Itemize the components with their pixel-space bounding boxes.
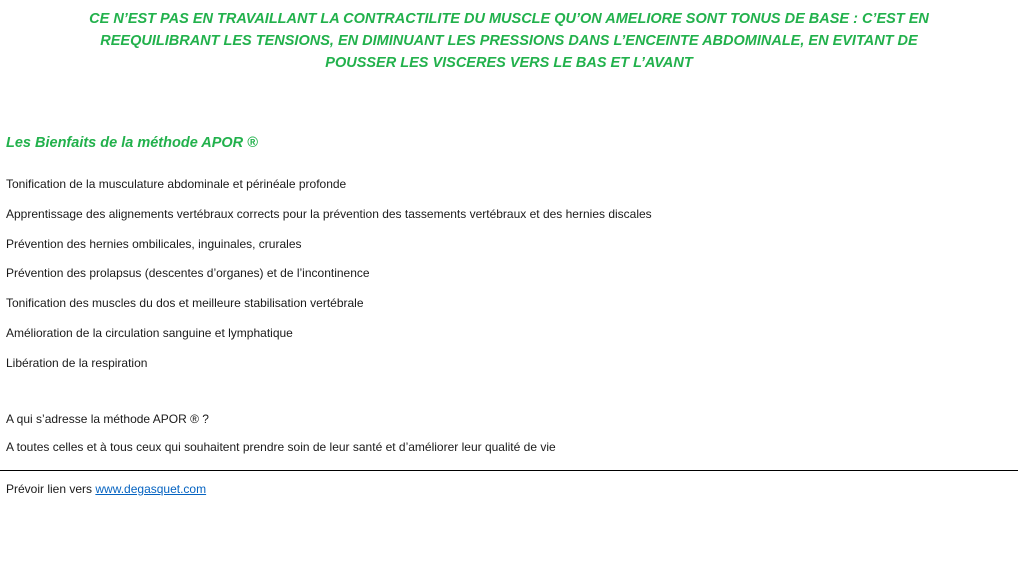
benefit-item: Tonification des muscles du dos et meilleure stabilisation vertébrale — [6, 296, 364, 311]
benefit-item: Prévention des prolapsus (descentes d’organes) et de l’incontinence — [6, 266, 370, 281]
benefits-title: Les Bienfaits de la méthode APOR ® — [6, 135, 258, 151]
footer-prefix: Prévoir lien vers — [6, 482, 96, 496]
benefit-item: Apprentissage des alignements vertébraux corrects pour la prévention des tassements vertébraux et des hernies discales — [6, 206, 652, 221]
benefit-item: Prévention des hernies ombilicales, inguinales, crurales — [6, 236, 302, 251]
audience-question: A qui s’adresse la méthode APOR ® ? — [6, 412, 209, 426]
benefit-item: Libération de la respiration — [6, 355, 148, 370]
benefits-list — [6, 170, 652, 379]
audience-answer: A toutes celles et à tous ceux qui souhaitent prendre soin de leur santé et d’améliorer leur qualité de vie — [6, 440, 556, 454]
footer-note — [6, 481, 206, 497]
headline-line-2: REEQUILIBRANT LES TENSIONS, EN DIMINUANT LES PRESSIONS DANS L’ENCEINTE ABDOMINALE, EN EVITANT DE — [100, 33, 918, 49]
headline-line-3: POUSSER LES VISCERES VERS LE BAS ET L’AVANT — [325, 55, 693, 71]
headline — [0, 8, 1018, 74]
benefit-item: Tonification de la musculature abdominale et périnéale profonde — [6, 177, 347, 191]
degasquet-link[interactable]: www.degasquet.com — [95, 482, 207, 496]
horizontal-divider — [0, 470, 1018, 471]
benefit-item: Amélioration de la circulation sanguine et lymphatique — [6, 325, 293, 340]
headline-line-1: CE N’EST PAS EN TRAVAILLANT LA CONTRACTILITE DU MUSCLE QU’ON AMELIORE SONT TONUS DE BASE : C’EST EN — [89, 11, 929, 27]
